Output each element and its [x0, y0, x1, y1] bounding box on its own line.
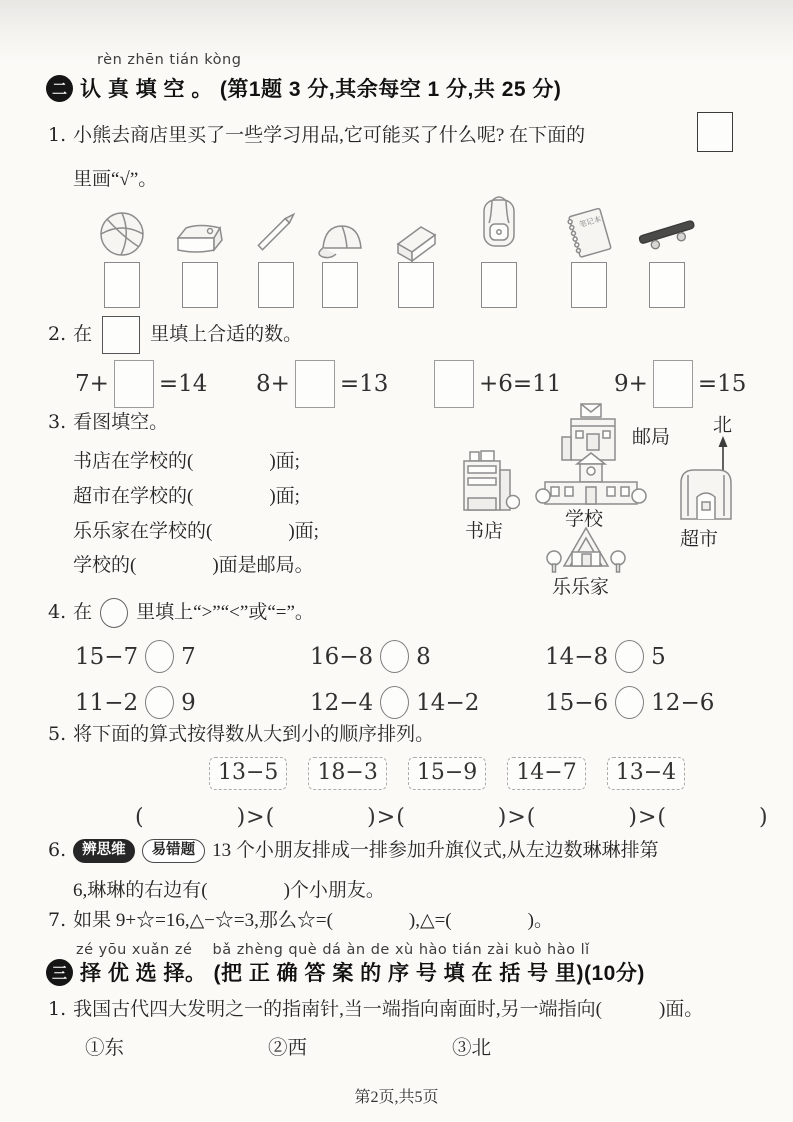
comparison-left: 15−6 — [545, 689, 609, 716]
q3-number: 3. — [48, 411, 67, 433]
equation-post: =14 — [158, 371, 208, 397]
q1-line2: 里画“√”。 — [73, 169, 158, 190]
bookstore-label: 书店 — [465, 521, 504, 542]
item-volleyball — [90, 196, 154, 260]
notebook-icon — [558, 204, 620, 262]
q5-expressions — [209, 757, 685, 790]
q4-answer-circle-3[interactable] — [615, 640, 644, 673]
q4-comparison-3 — [545, 640, 755, 673]
item-pencil — [244, 196, 308, 260]
q2-equation-1 — [75, 360, 256, 408]
equation-post: =13 — [339, 371, 389, 397]
q1-checkbox-8[interactable] — [649, 262, 685, 308]
s3-q1-number: 1. — [48, 998, 67, 1020]
q2-pre: 在 — [73, 324, 93, 346]
q4-comparison-1 — [75, 640, 310, 673]
comparison-right: 12−6 — [651, 689, 715, 716]
equation-post: +6=11 — [479, 371, 562, 397]
q1-checkbox-5[interactable] — [398, 262, 434, 308]
backpack-icon — [470, 190, 528, 256]
bookstore-building — [454, 448, 520, 514]
school-building — [535, 450, 647, 508]
comparison-left: 15−7 — [75, 643, 139, 670]
q3-line-1: 书店在学校的( )面; — [73, 451, 300, 472]
section3-pinyin: zé yōu xuǎn zé bǎ zhèng què dá àn de xù hào tián zài kuò hào lǐ — [76, 942, 590, 958]
notebook-cover-text: 笔记本 — [578, 214, 603, 230]
section3-score-note: (把 正 确 答 案 的 序 号 填 在 括 号 里)(10分) — [213, 962, 645, 985]
equation-pre: 9+ — [614, 371, 648, 397]
q5-expression-5: 13−4 — [607, 757, 685, 790]
q1-number: 1. — [48, 124, 67, 146]
eraser-icon — [388, 216, 444, 266]
equation-pre: 8+ — [256, 371, 290, 397]
q1-checkbox-2[interactable] — [182, 262, 218, 308]
s3-q1-option-1[interactable]: ①东 — [85, 1038, 125, 1059]
q4-number: 4. — [48, 601, 67, 624]
q5-number: 5. — [48, 723, 67, 745]
q2-example-box[interactable] — [102, 316, 140, 354]
page-footer: 第2页,共5页 — [354, 1089, 439, 1106]
q4-answer-circle-5[interactable] — [380, 686, 409, 719]
q2-equation-2 — [256, 360, 429, 408]
item-notebook — [557, 198, 621, 262]
q6-line2: 6,琳琳的右边有( )个小朋友。 — [73, 880, 385, 901]
section3-header — [46, 957, 645, 987]
q3-line-3: 乐乐家在学校的( )面; — [73, 521, 319, 542]
s3-q1-option-3[interactable]: ③北 — [452, 1038, 492, 1059]
q5-title-text: 将下面的算式按得数从大到小的顺序排列。 — [73, 724, 435, 745]
q3-line-2: 超市在学校的( )面; — [73, 486, 300, 507]
q1-line1 — [48, 123, 585, 149]
q2-post: 里填上合适的数。 — [150, 324, 303, 346]
volleyball-icon — [94, 204, 150, 260]
q5-expression-4: 14−7 — [507, 757, 585, 790]
comparison-left: 12−4 — [310, 689, 374, 716]
q4-comparison-4 — [75, 686, 310, 719]
q4-comparison-5 — [310, 686, 545, 719]
section2-header — [46, 73, 561, 103]
item-pencil-case — [168, 200, 232, 264]
q6-text: 13 个小朋友排成一排参加升旗仪式,从左边数琳琳排第 — [212, 840, 659, 861]
section2-pinyin: rèn zhēn tián kòng — [97, 52, 242, 68]
home-icon — [540, 524, 632, 574]
q6-number: 6. — [48, 839, 67, 861]
item-cap — [308, 200, 372, 264]
comparison-left: 11−2 — [75, 689, 139, 716]
comparison-right: 8 — [416, 643, 431, 670]
section2-number-badge: 二 — [46, 75, 73, 102]
q3-title-text: 看图填空。 — [73, 412, 169, 433]
item-skateboard — [635, 198, 699, 262]
item-eraser — [384, 202, 448, 266]
q7-number: 7. — [48, 909, 67, 931]
q3-line-4: 学校的( )面是邮局。 — [73, 555, 314, 576]
supermarket-icon — [674, 464, 738, 522]
q4-row-1 — [75, 640, 755, 673]
pencil-icon — [248, 204, 304, 260]
q7-text: 如果 9+☆=16,△−☆=3,那么☆=( ),△=( )。 — [73, 910, 553, 931]
comparison-left: 16−8 — [310, 643, 374, 670]
home-label: 乐乐家 — [552, 577, 610, 598]
comparison-right: 14−2 — [416, 689, 480, 716]
equation-pre: 7+ — [75, 371, 109, 397]
cap-icon — [309, 214, 371, 264]
bookstore-icon — [454, 448, 520, 514]
s3-q1-text: 我国古代四大发明之一的指南针,当一端指向南面时,另一端指向( )面。 — [73, 999, 704, 1020]
skateboard-icon — [635, 204, 699, 262]
q3-map — [432, 398, 790, 598]
supermarket-building — [674, 464, 738, 522]
q6-line1 — [48, 838, 659, 864]
school-icon — [535, 450, 647, 508]
section2-title: 认 真 填 空 。 — [80, 78, 213, 101]
q5-title — [48, 722, 434, 748]
s3-q1-option-2[interactable]: ②西 — [268, 1038, 308, 1059]
q1-text: 小熊去商店里买了一些学习用品,它可能买了什么呢? 在下面的 — [73, 125, 586, 146]
q4-post: 里填上“>”“<”或“=”。 — [136, 602, 314, 624]
section3-number-badge: 三 — [46, 959, 73, 986]
q4-answer-circle-1[interactable] — [145, 640, 174, 673]
section3-title: 择 优 选 择。 — [80, 962, 207, 985]
q4-answer-circle-6[interactable] — [615, 686, 644, 719]
pencil-case-icon — [170, 212, 230, 264]
q1-inline-answer-box[interactable] — [697, 112, 733, 152]
q7-line — [48, 908, 553, 934]
q1-checkbox-4[interactable] — [322, 262, 358, 308]
q2-answer-box-1[interactable] — [114, 360, 154, 408]
q4-title — [48, 598, 314, 628]
comparison-right: 7 — [181, 643, 196, 670]
q1-checkbox-3[interactable] — [258, 262, 294, 308]
q4-row-2 — [75, 686, 755, 719]
s3-q1-line — [48, 997, 703, 1023]
q5-expression-2: 18−3 — [308, 757, 386, 790]
q2-title — [48, 316, 302, 354]
q6-thinking-badge: 辨思维 — [73, 839, 135, 864]
q1-checkbox-6[interactable] — [481, 262, 517, 308]
q4-comparison-6 — [545, 686, 755, 719]
q4-answer-circle-2[interactable] — [380, 640, 409, 673]
comparison-right: 9 — [181, 689, 196, 716]
q1-checkbox-1[interactable] — [104, 262, 140, 308]
q5-answer-blanks[interactable]: ( )>( )>( )>( )>( ) — [135, 805, 769, 830]
q5-expression-3: 15−9 — [408, 757, 486, 790]
supermarket-label: 超市 — [680, 529, 719, 550]
q2-answer-box-2[interactable] — [295, 360, 335, 408]
q4-answer-circle-4[interactable] — [145, 686, 174, 719]
q1-checkbox-7[interactable] — [571, 262, 607, 308]
home-building — [540, 524, 632, 574]
comparison-left: 14−8 — [545, 643, 609, 670]
q4-comparison-2 — [310, 640, 545, 673]
q2-number: 2. — [48, 323, 67, 346]
comparison-right: 5 — [651, 643, 666, 670]
section2-score-note: (第1题 3 分,其余每空 1 分,共 25 分) — [219, 78, 562, 101]
item-backpack — [467, 192, 531, 256]
school-label: 学校 — [565, 509, 604, 530]
q4-example-circle — [100, 598, 128, 628]
north-label: 北 — [713, 415, 733, 436]
q6-error-prone-badge: 易错题 — [142, 839, 206, 864]
equation-post: =15 — [697, 371, 747, 397]
q5-expression-1: 13−5 — [209, 757, 287, 790]
q3-title — [48, 410, 168, 436]
q4-pre: 在 — [73, 602, 93, 624]
post-office-label: 邮局 — [632, 427, 671, 448]
